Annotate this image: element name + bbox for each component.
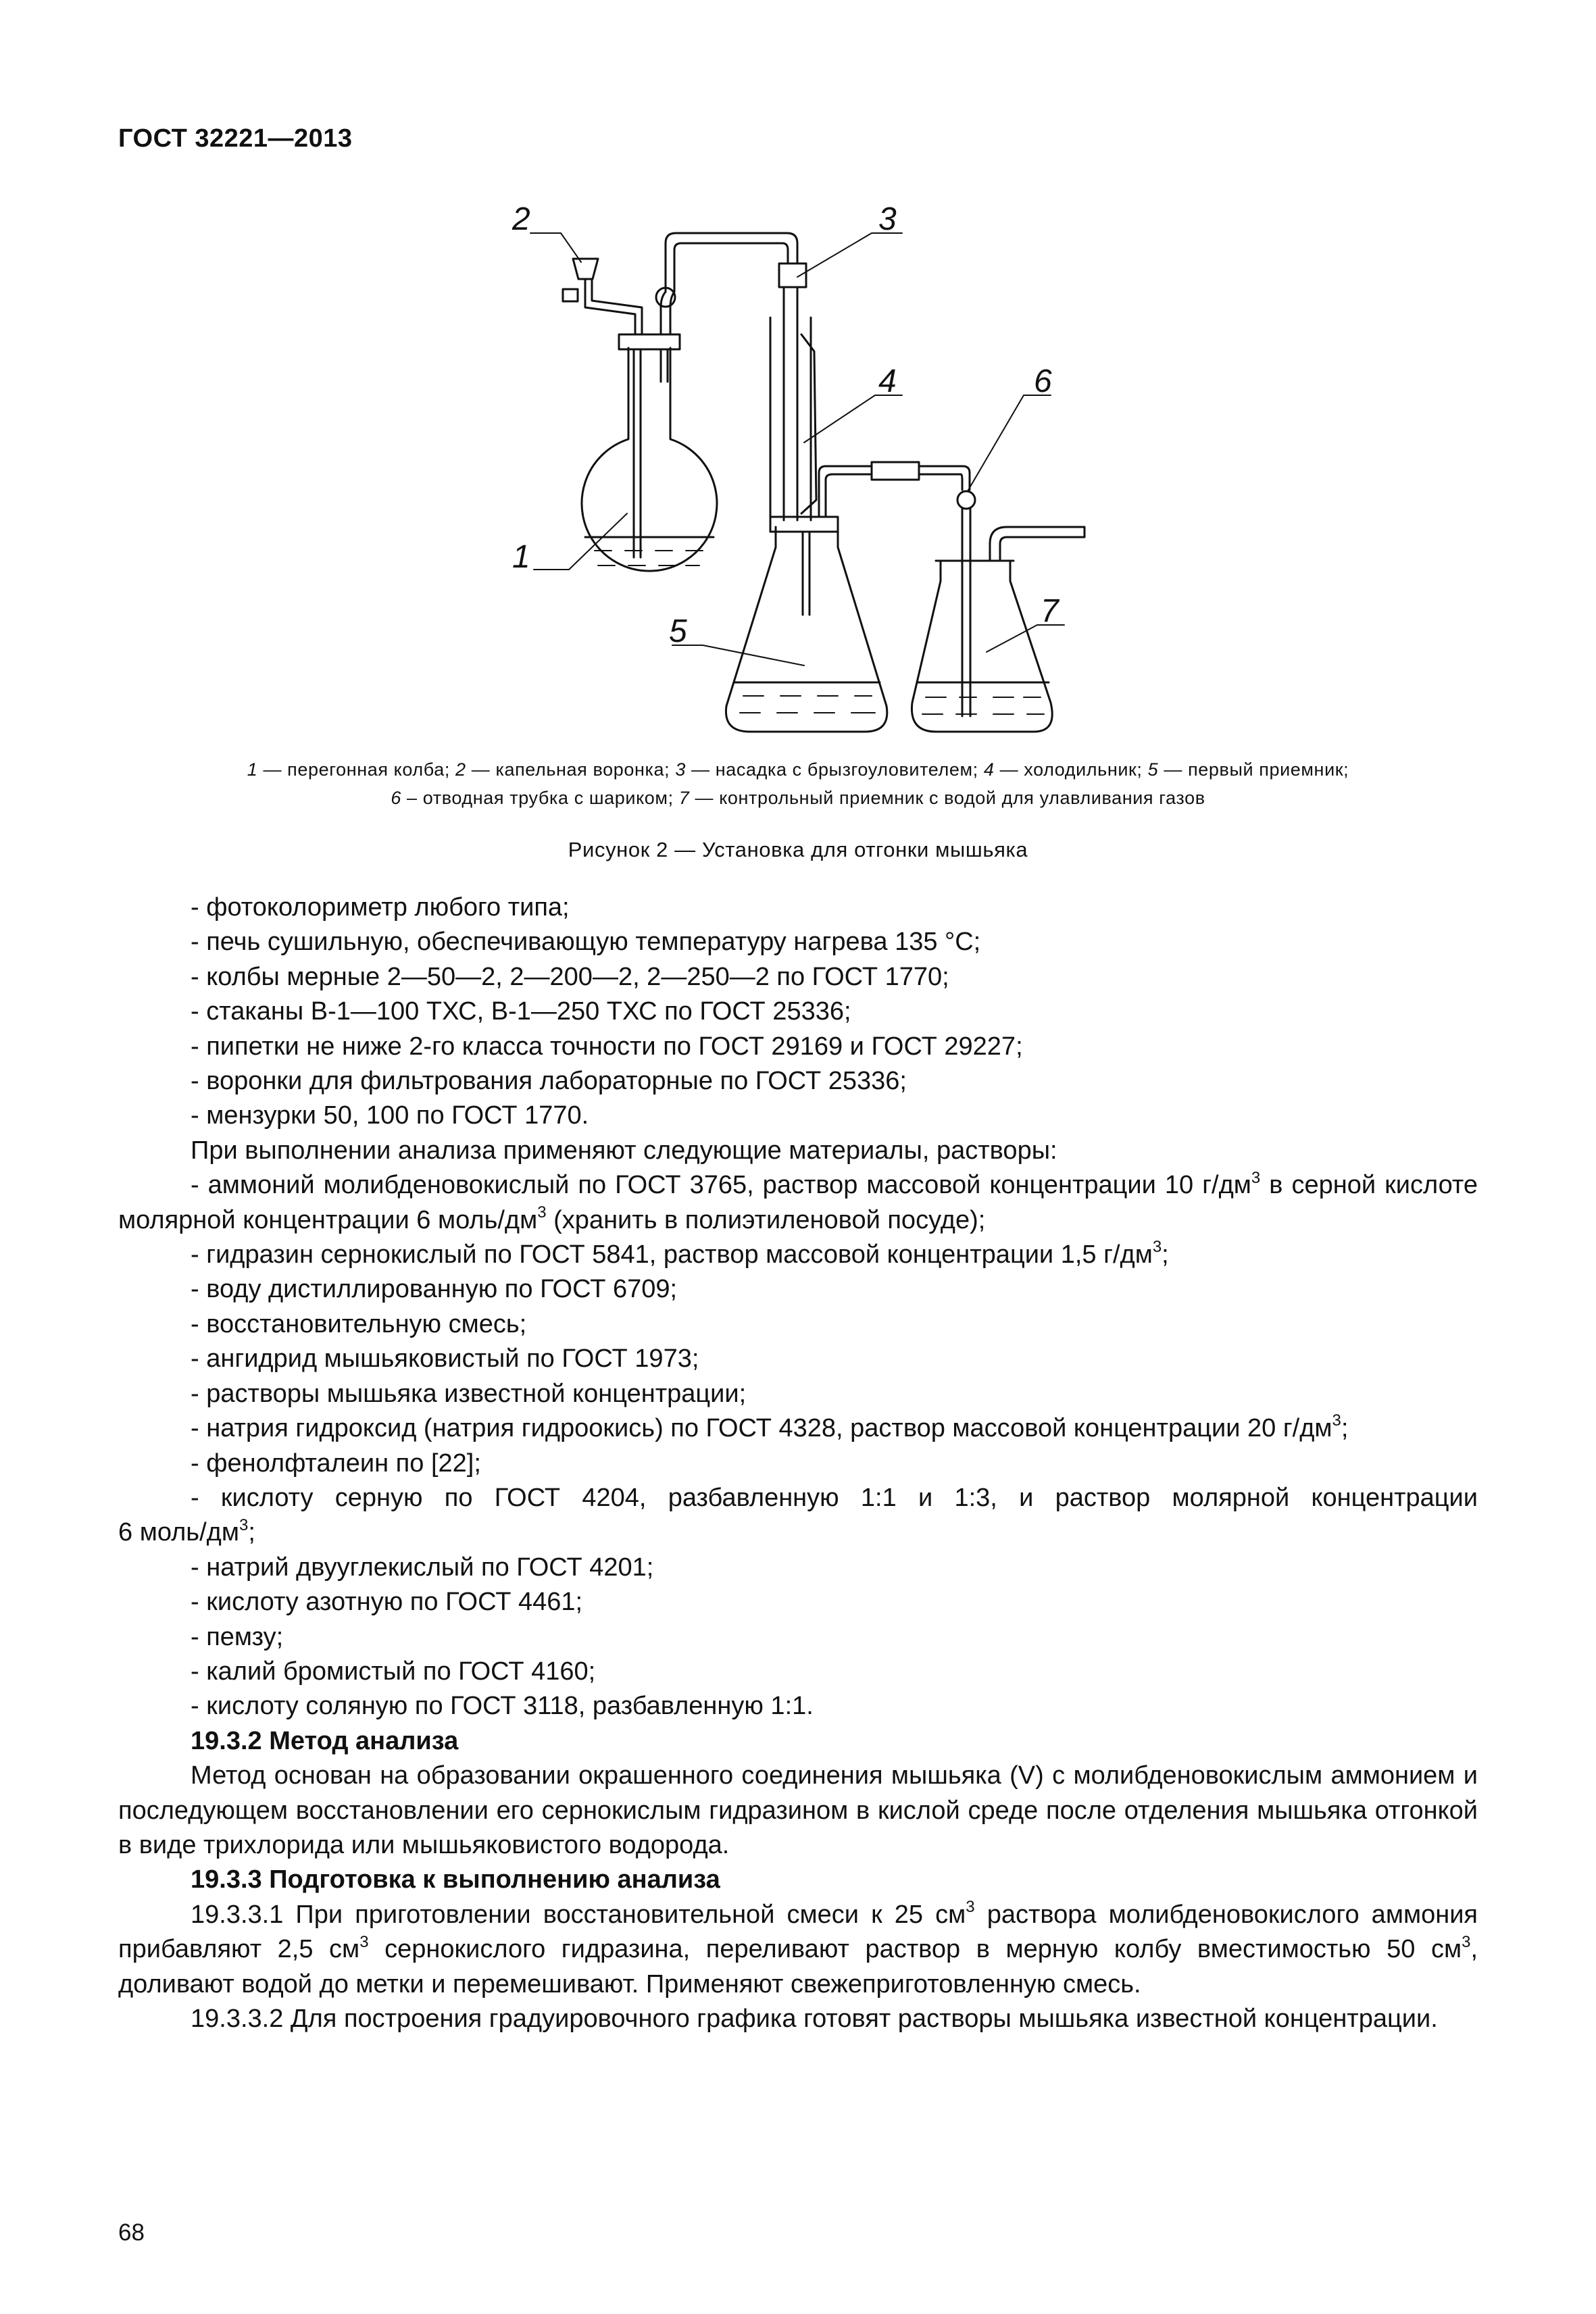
legend-text: — контрольный приемник с водой для улавливания газов [689, 788, 1205, 808]
superscript: 3 [1332, 1411, 1341, 1430]
section-heading: 19.3.3 Подготовка к выполнению анализа [191, 1865, 720, 1894]
list-item: - фенолфталеин по [22]; [191, 1449, 481, 1478]
legend-num: 1 [247, 759, 258, 780]
outlet-bulb [957, 491, 975, 509]
superscript: 3 [239, 1515, 249, 1534]
list-item: - воду дистиллированную по ГОСТ 6709; [191, 1275, 678, 1304]
legend-num: 2 [455, 759, 466, 780]
callout-1: 1 [512, 539, 530, 575]
leader-6 [968, 395, 1051, 491]
legend-text: – отводная трубка с шариком; [401, 788, 679, 808]
text-run: , доливают водой до метки и перемешивают. Применяют свежеприготовленную смесь. [118, 1935, 1478, 1998]
document-body [118, 890, 1478, 2036]
list-item-continuation [118, 1515, 1478, 1550]
legend-text: — насадка с брызгоуловителем; [685, 759, 984, 780]
text-run: сернокислого гидразина, переливают раствор в мерную колбу вместимостью 50 см [368, 1935, 1462, 1964]
connecting-tube [661, 233, 797, 334]
paragraph: 19.3.3.2 Для построения градуировочного графика готовят растворы мышьяка известной концентрации. [191, 2005, 1438, 2033]
list-item [118, 1411, 1478, 1446]
gas-outlet-tube [990, 527, 1084, 561]
list-item: - колбы мерные 2—50—2, 2—200—2, 2—250—2 по ГОСТ 1770; [191, 962, 949, 991]
list-item: - воронки для фильтрования лабораторные по ГОСТ 25336; [191, 1067, 907, 1096]
superscript: 3 [359, 1932, 369, 1951]
list-item: - фотоколориметр любого типа; [191, 893, 570, 922]
paragraph: При выполнении анализа применяют следующие материалы, растворы: [191, 1136, 1057, 1165]
list-item: - натрий двууглекислый по ГОСТ 4201; [191, 1553, 654, 1582]
list-item [118, 1238, 1478, 1272]
list-item: - кислоту азотную по ГОСТ 4461; [191, 1588, 583, 1617]
funnel-stopcock [563, 289, 578, 301]
list-item: - мензурки 50, 100 по ГОСТ 1770. [191, 1101, 589, 1130]
funnel-tube [585, 279, 642, 334]
leader-4 [804, 395, 902, 443]
distillation-apparatus-drawing [473, 189, 1122, 750]
text-run: - натрия гидроксид (натрия гидроокись) по ГОСТ 4328, раствор массовой концентрации 20 г/дм [191, 1414, 1332, 1443]
text-run: - гидразин сернокислый по ГОСТ 5841, раствор массовой концентрации 1,5 г/дм [191, 1240, 1153, 1269]
control-liquid-dashes [922, 697, 1044, 714]
superscript: 3 [966, 1898, 975, 1917]
receiver-liquid-dashes [740, 696, 875, 713]
text-run: 6 моль/дм [118, 1518, 239, 1547]
receiver-stopper [770, 517, 838, 532]
legend-line-2 [118, 784, 1478, 812]
legend-text: — перегонная колба; [257, 759, 456, 780]
control-receiver-flask [912, 561, 1052, 732]
callout-4: 4 [878, 363, 897, 399]
paragraph [118, 1898, 1478, 2002]
text-run: - аммоний молибденовокислый по ГОСТ 3765, раствор массовой концентрации 10 г/дм [191, 1171, 1251, 1200]
figure-legend [118, 755, 1478, 812]
list-item: - пипетки не ниже 2-го класса точности по ГОСТ 29169 и ГОСТ 29227; [191, 1032, 1023, 1061]
spray-trap-tube [770, 287, 811, 520]
list-item: - ангидрид мышьяковистый по ГОСТ 1973; [191, 1344, 699, 1374]
legend-num: 6 [391, 788, 401, 808]
tube-connector [872, 462, 919, 480]
list-item [118, 1168, 1478, 1238]
section-heading: 19.3.2 Метод анализа [191, 1726, 459, 1755]
legend-num: 3 [675, 759, 686, 780]
legend-text: — капельная воронка; [466, 759, 676, 780]
callout-5: 5 [669, 613, 687, 649]
text-run: ; [1341, 1414, 1349, 1443]
list-item: - кислоту серную по ГОСТ 4204, разбавленную 1:1 и 1:3, и раствор молярной концентрации [191, 1483, 1478, 1512]
list-item: - печь сушильную, обеспечивающую температуру нагрева 135 °С; [191, 928, 981, 957]
apparatus-figure [473, 189, 1122, 750]
condenser [801, 334, 816, 513]
list-item: - пемзу; [191, 1622, 284, 1651]
list-item: - калий бромистый по ГОСТ 4160; [191, 1657, 596, 1686]
callout-3: 3 [878, 201, 897, 237]
legend-num: 5 [1147, 759, 1159, 780]
outlet-tube-down [962, 508, 970, 716]
list-item: - восстановительную смесь; [191, 1309, 527, 1338]
callout-6: 6 [1034, 363, 1052, 399]
first-receiver-flask [726, 527, 887, 732]
text-run: раствора молибденовокислого аммония прибавляют 2,5 см [118, 1900, 1478, 1964]
legend-line-1 [118, 755, 1478, 784]
text-run: ; [248, 1518, 255, 1547]
list-item: - кислоту соляную по ГОСТ 3118, разбавленную 1:1. [191, 1692, 814, 1721]
superscript: 3 [1462, 1932, 1471, 1951]
leader-5 [672, 645, 804, 665]
callout-7: 7 [1041, 593, 1059, 629]
legend-num: 7 [678, 788, 690, 808]
list-item: - стаканы В-1—100 ТХС, В-1—250 ТХС по ГОСТ 25336; [191, 997, 851, 1026]
paragraph: Метод основан на образовании окрашенного соединения мышьяка (V) с молибденовокислым аммонием и последующем восстановлении его сернокислым гидразином в кислой среде после отделения мышьяка отгонкой в виде трихлорида или мышьяковистого водорода. [118, 1761, 1478, 1859]
receiver-inner-tube [803, 532, 809, 615]
superscript: 3 [1152, 1238, 1162, 1257]
legend-text: — холодильник; [994, 759, 1148, 780]
dropping-funnel [573, 259, 598, 279]
flask-inlet-tube [634, 349, 641, 557]
text-run: (хранить в полиэтиленовой посуде); [546, 1205, 986, 1234]
page-number: 68 [118, 2219, 145, 2246]
flask-outlet-stub [661, 349, 668, 382]
outlet-tube-2 [919, 466, 970, 490]
figure-caption: Рисунок 2 — Установка для отгонки мышьяка [568, 838, 1028, 861]
legend-num: 4 [983, 759, 995, 780]
outlet-tube [819, 466, 872, 517]
text-run: ; [1162, 1240, 1169, 1269]
text-run: 19.3.3.1 При приготовлении восстановительной смеси к 25 см [191, 1900, 966, 1929]
legend-text: — первый приемник; [1158, 759, 1349, 780]
superscript: 3 [537, 1203, 547, 1222]
leader-3 [797, 233, 902, 277]
text-run: в серной кислоте молярной концентрации 6 моль/дм [118, 1171, 1478, 1234]
callout-2: 2 [512, 201, 530, 237]
document-header: ГОСТ 32221—2013 [118, 124, 353, 153]
spray-trap [779, 263, 806, 287]
list-item: - растворы мышьяка известной концентрации; [191, 1379, 747, 1408]
superscript: 3 [1251, 1168, 1261, 1187]
